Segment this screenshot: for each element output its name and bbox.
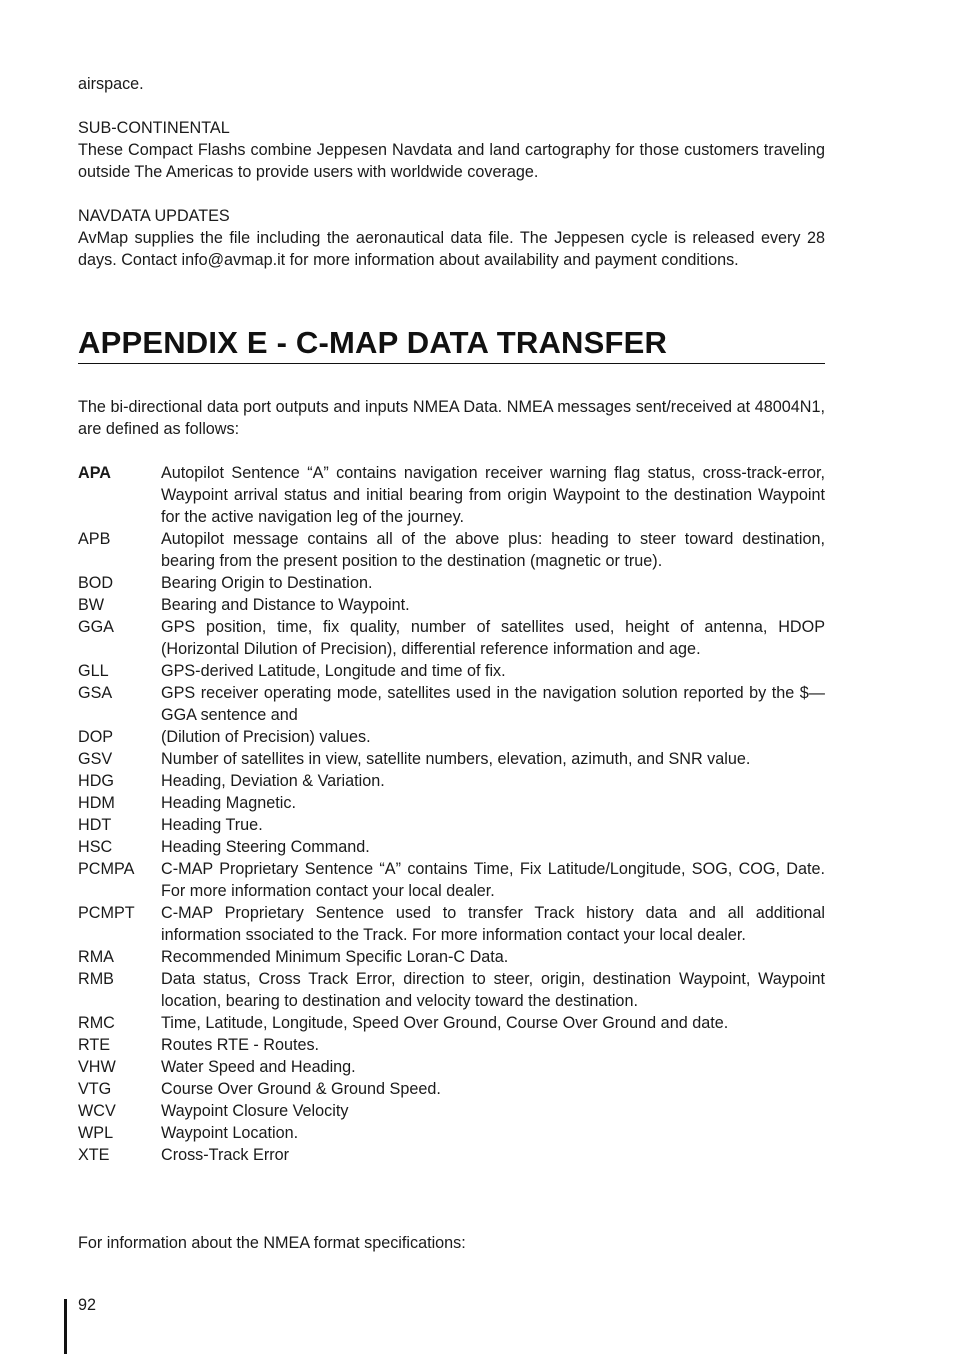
navdata-updates-text: AvMap supplies the file including the aeronautical data file. The Jeppesen cycle is released every 28 days. Contact info@avmap.it for more information about availability and payment conditions. (78, 229, 825, 269)
nmea-sentence-list (78, 462, 825, 1166)
sentence-code: GSV (78, 750, 113, 768)
sentence-row (78, 1056, 825, 1078)
sentence-description: Waypoint Location. (161, 1124, 299, 1142)
sentence-description: Bearing and Distance to Waypoint. (161, 596, 410, 614)
sentence-row (78, 792, 825, 814)
sentence-description: C-MAP Proprietary Sentence used to transfer Track history data and all additional information ssociated to the Track. For more information contact your local dealer. (161, 904, 825, 944)
appendix-title: APPENDIX E - C-MAP DATA TRANSFER (78, 323, 825, 364)
sentence-row (78, 616, 825, 660)
nmea-specifications-text: For information about the NMEA format specifications: (78, 1234, 466, 1252)
sentence-description: Heading Steering Command. (161, 838, 370, 856)
sentence-code: PCMPT (78, 904, 135, 922)
sentence-row (78, 836, 825, 858)
sentence-row (78, 1100, 825, 1122)
sentence-row (78, 770, 825, 792)
sentence-row (78, 462, 825, 528)
sentence-description: GPS position, time, fix quality, number of satellites used, height of antenna, HDOP (Horizontal Dilution of Precision), differential reference information and age. (161, 618, 825, 658)
sentence-code: HSC (78, 838, 113, 856)
sentence-row (78, 726, 825, 748)
sentence-description: GPS receiver operating mode, satellites used in the navigation solution reported by the $— GGA sentence and (161, 684, 825, 724)
sentence-code: BW (78, 596, 105, 614)
sentence-row (78, 968, 825, 1012)
appendix-intro: The bi-directional data port outputs and inputs NMEA Data. NMEA messages sent/received at 48004N1, are defined as follows: (78, 398, 825, 438)
sentence-description: Heading True. (161, 816, 263, 834)
sentence-description: Water Speed and Heading. (161, 1058, 356, 1076)
sentence-description: Time, Latitude, Longitude, Speed Over Ground, Course Over Ground and date. (161, 1014, 729, 1032)
sentence-description: GPS-derived Latitude, Longitude and time of fix. (161, 662, 506, 680)
sentence-row (78, 572, 825, 594)
sentence-code: WPL (78, 1124, 114, 1142)
sentence-description: Routes RTE - Routes. (161, 1036, 320, 1054)
sentence-row (78, 902, 825, 946)
sentence-row (78, 660, 825, 682)
sentence-row (78, 1078, 825, 1100)
sentence-description: Course Over Ground & Ground Speed. (161, 1080, 441, 1098)
sub-continental-text: These Compact Flashs combine Jeppesen Navdata and land cartography for those customers traveling outside The Americas to provide users with worldwide coverage. (78, 141, 825, 181)
sentence-description: Heading Magnetic. (161, 794, 296, 812)
sentence-description: Data status, Cross Track Error, direction to steer, origin, destination Waypoint, Waypoint location, bearing to destination and velocity toward the destination. (161, 970, 825, 1010)
sentence-code: XTE (78, 1146, 110, 1164)
sentence-row (78, 1144, 825, 1166)
sentence-code: DOP (78, 728, 114, 746)
sentence-code: HDG (78, 772, 114, 790)
sentence-code: GGA (78, 618, 114, 636)
sentence-description: Recommended Minimum Specific Loran-C Data. (161, 948, 509, 966)
sub-continental-heading: SUB-CONTINENTAL (78, 119, 230, 137)
sentence-row (78, 528, 825, 572)
sentence-row (78, 1034, 825, 1056)
continuation-text: airspace. (78, 75, 144, 93)
sentence-row (78, 858, 825, 902)
sentence-code: PCMPA (78, 860, 135, 878)
sentence-description: Waypoint Closure Velocity (161, 1102, 349, 1120)
sentence-row (78, 946, 825, 968)
sentence-description: Heading, Deviation & Variation. (161, 772, 385, 790)
sentence-row (78, 594, 825, 616)
page-number: 92 (78, 1296, 97, 1314)
navdata-updates-heading: NAVDATA UPDATES (78, 207, 230, 225)
sentence-code: HDM (78, 794, 115, 812)
sentence-code: VTG (78, 1080, 112, 1098)
sentence-description: (Dilution of Precision) values. (161, 728, 371, 746)
page-margin-rule (64, 1299, 67, 1354)
page-content (78, 73, 825, 1254)
sentence-row (78, 682, 825, 726)
sentence-code: RMA (78, 948, 114, 966)
sentence-row (78, 1122, 825, 1144)
sentence-row (78, 814, 825, 836)
sentence-description: Number of satellites in view, satellite numbers, elevation, azimuth, and SNR value. (161, 750, 751, 768)
sentence-code: APB (78, 530, 111, 548)
sentence-code: BOD (78, 574, 114, 592)
sentence-code: RMC (78, 1014, 115, 1032)
sentence-code: GLL (78, 662, 109, 680)
sentence-code: HDT (78, 816, 112, 834)
sentence-description: C-MAP Proprietary Sentence “A” contains Time, Fix Latitude/Longitude, SOG, COG, Date. For more information contact your local dealer. (161, 860, 825, 900)
sentence-code: WCV (78, 1102, 116, 1120)
sentence-code: RMB (78, 970, 114, 988)
sentence-code: VHW (78, 1058, 116, 1076)
sentence-description: Cross-Track Error (161, 1146, 289, 1164)
sentence-code: GSA (78, 684, 113, 702)
sentence-code: RTE (78, 1036, 111, 1054)
sentence-code: APA (78, 464, 111, 482)
sentence-description: Autopilot Sentence “A” contains navigation receiver warning flag status, cross-track-error, Waypoint arrival status and initial bearing from origin Waypoint to the destination Waypoint for the active navigation leg of the journey. (161, 464, 825, 526)
sentence-description: Bearing Origin to Destination. (161, 574, 373, 592)
sentence-row (78, 748, 825, 770)
sentence-description: Autopilot message contains all of the above plus: heading to steer toward destination, bearing from the present position to the destination (magnetic or true). (161, 530, 825, 570)
sentence-row (78, 1012, 825, 1034)
